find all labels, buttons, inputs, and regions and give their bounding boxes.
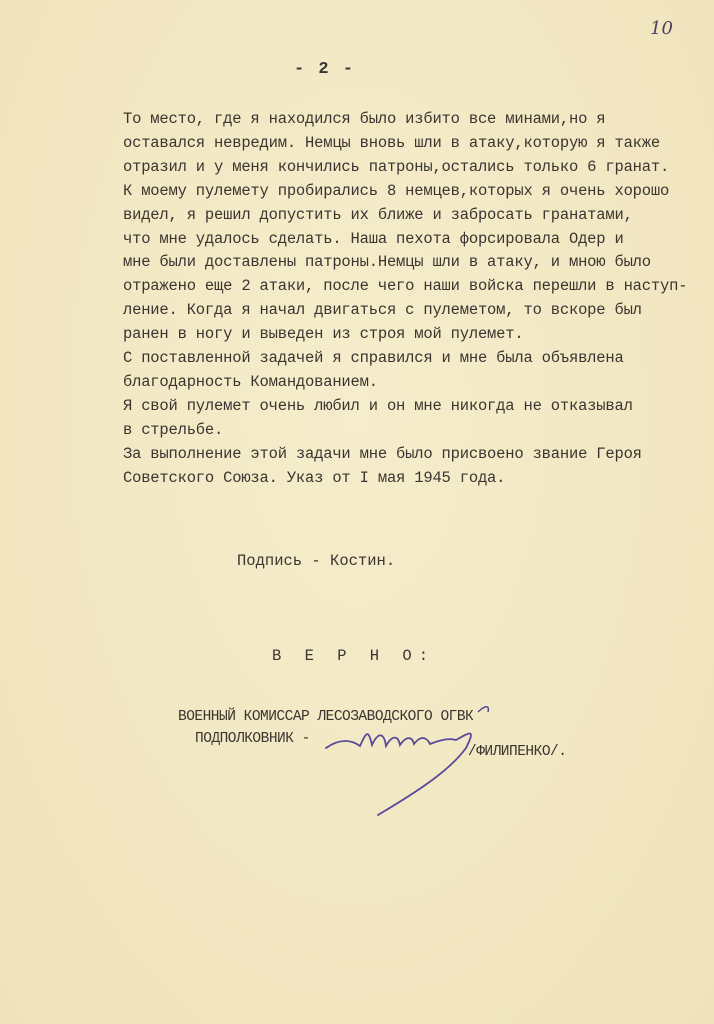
body-line: оставался невредим. Немцы вновь шли в атаку,которую я также bbox=[123, 133, 660, 152]
body-line: что мне удалось сделать. Наша пехота форсировала Одер и bbox=[123, 229, 624, 248]
page-number: - 2 - bbox=[294, 60, 356, 79]
body-line: Я свой пулемет очень любил и он мне никогда не отказывал bbox=[123, 396, 633, 415]
body-line: видел, я решил допустить их ближе и забросать гранатами, bbox=[123, 205, 633, 224]
official-rank: ПОДПОЛКОВНИК - bbox=[195, 731, 310, 747]
body-line: То место, где я находился было избито все минами,но я bbox=[123, 110, 606, 128]
body-line: К моему пулемету пробирались 8 немцев,которых я очень хорошо bbox=[123, 181, 670, 200]
handwritten-page-number: 10 bbox=[650, 18, 673, 39]
signature-line: Подпись - Костин. bbox=[237, 552, 396, 570]
body-line: мне были доставлены патроны.Немцы шли в атаку, и мною было bbox=[123, 253, 651, 272]
body-line: в стрельбе. bbox=[123, 420, 224, 439]
body-line: ление. Когда я начал двигаться с пулеметом, то вскоре был bbox=[123, 301, 642, 320]
body-line: За выполнение этой задачи мне было присвоено звание Героя bbox=[123, 444, 642, 463]
body-line: С поставленной задачей я справился и мне была объявлена bbox=[123, 349, 624, 368]
body-line: отразил и у меня кончились патроны,остались только 6 гранат. bbox=[123, 157, 670, 176]
body-line: ранен в ногу и выведен из строя мой пулемет. bbox=[123, 325, 524, 344]
body-line: Советского Союза. Указ от I мая 1945 года. bbox=[123, 468, 506, 487]
official-title: ВОЕННЫЙ КОМИССАР ЛЕСОЗАВОДСКОГО ОГВК bbox=[178, 709, 474, 725]
body-line: благодарность Командованием. bbox=[123, 372, 378, 391]
official-name: /ФИЛИПЕНКО/. bbox=[468, 744, 567, 760]
certified-heading: В Е Р Н О: bbox=[272, 647, 436, 665]
body-line: отражено еще 2 атаки, после чего наши войска перешли в наступ- bbox=[123, 277, 688, 296]
